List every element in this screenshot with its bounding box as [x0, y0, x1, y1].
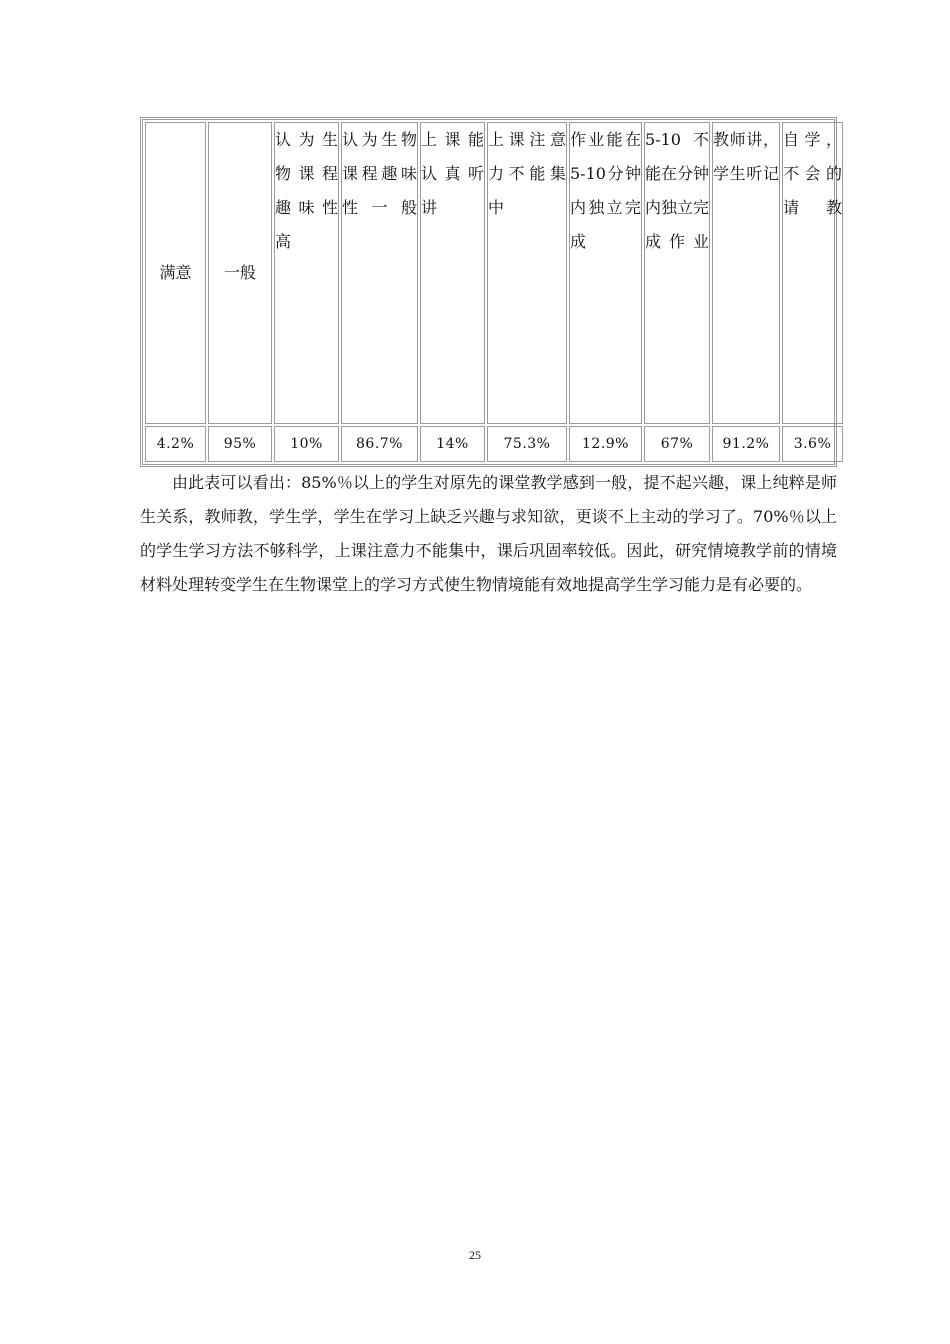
header-cell: 自学，不会的请教 — [782, 122, 843, 424]
value-cell: 10% — [274, 426, 339, 462]
table-value-row — [145, 426, 843, 462]
value-cell: 67% — [644, 426, 710, 462]
header-cell: 认为生物课程趣味性高 — [274, 122, 339, 424]
header-cell: 认为生物课程趣味性一般 — [341, 122, 418, 424]
header-cell: 一般 — [208, 122, 272, 424]
value-cell: 4.2% — [145, 426, 206, 462]
page-number: 25 — [469, 1248, 481, 1262]
value-cell: 3.6% — [782, 426, 843, 462]
header-cell: 作业能在 5-10分钟内独立完成 — [569, 122, 642, 424]
survey-table — [140, 117, 842, 467]
value-cell: 14% — [420, 426, 485, 462]
value-cell: 12.9% — [569, 426, 642, 462]
body-paragraph: 由此表可以看出：85%％以上的学生对原先的课堂教学感到一般，提不起兴趣，课上纯粹是师生关系，教师教，学生学，学生在学习上缺乏兴趣与求知欲，更谈不上主动的学习了。70%％以上的学生学习方法不够科学，上课注意力不能集中，课后巩固率较低。因此，研究情境教学前的情境材料处理转变学生在生物课堂上的学习方式使生物情境能有效地提高学生学习能力是有必要的。 — [140, 473, 837, 594]
value-cell: 95% — [208, 426, 272, 462]
value-cell: 91.2% — [712, 426, 780, 462]
header-cell: 上课能认真听讲 — [420, 122, 485, 424]
value-cell: 75.3% — [487, 426, 567, 462]
value-cell: 86.7% — [341, 426, 418, 462]
header-cell: 满意 — [145, 122, 206, 424]
header-cell: 5-10不能在分钟内独立完成作业 — [644, 122, 710, 424]
table-header-row — [145, 122, 843, 424]
header-cell: 教师讲，学生听记 — [712, 122, 780, 424]
header-cell: 上课注意力不能集中 — [487, 122, 567, 424]
